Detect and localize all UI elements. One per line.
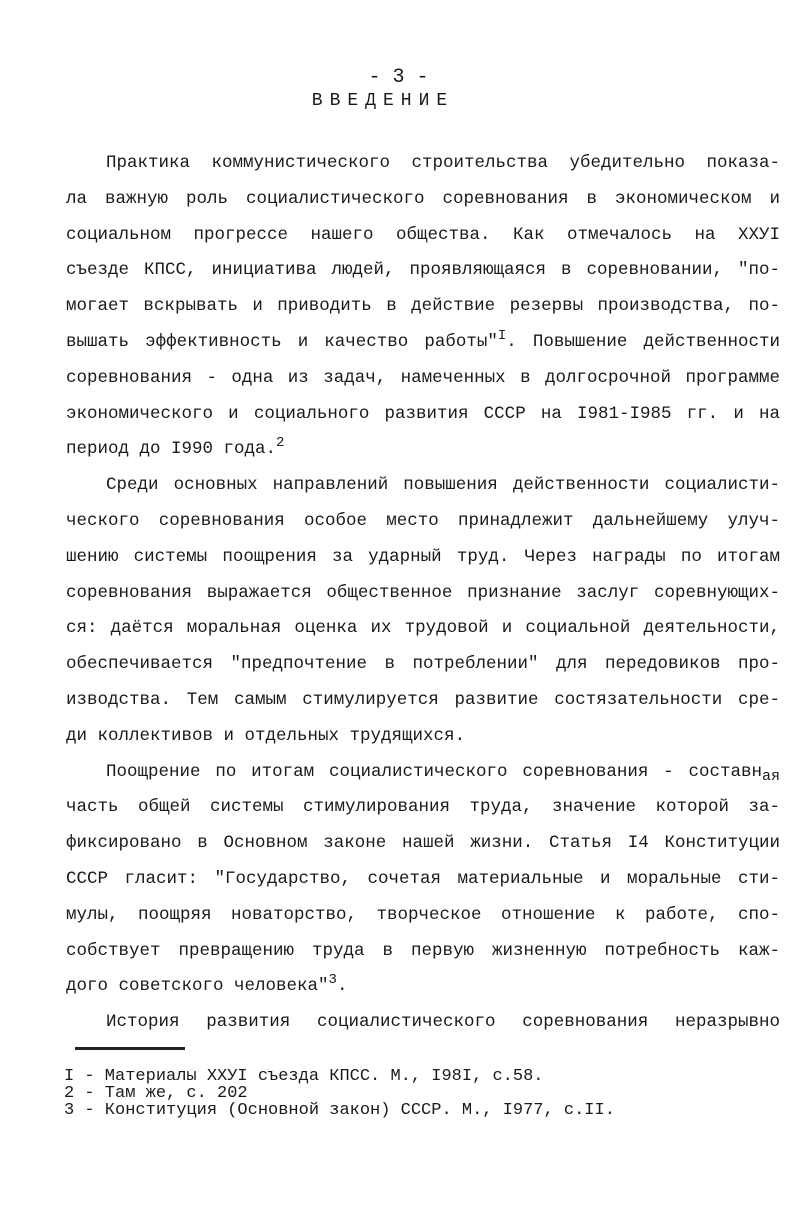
footnote-divider xyxy=(75,1047,185,1050)
page-title: ВВЕДЕНИЕ xyxy=(311,91,455,111)
text-line xyxy=(66,1005,780,1041)
text-line xyxy=(66,397,780,433)
text-line xyxy=(66,755,780,791)
text-line xyxy=(66,432,780,468)
text-line xyxy=(66,325,780,361)
line-text: фиксировано в Основном законе нашей жизни. Статья I4 Конституции xyxy=(66,833,780,854)
footnote-ref: 2 xyxy=(276,435,285,452)
page-number: - 3 - xyxy=(368,66,429,89)
text-line xyxy=(66,468,780,504)
line-text: Поощрение по итогам социалистического соревнования - составн xyxy=(106,761,762,782)
line-text-after: . Повышение действенности xyxy=(506,331,780,352)
line-text: социальном прогрессе нашего общества. Как отмечалось на ХХУI xyxy=(66,224,780,245)
line-text: обеспечивается "предпочтение в потреблении" для передовиков про- xyxy=(66,654,780,675)
text-line xyxy=(66,218,780,254)
text-line xyxy=(66,934,780,970)
line-text: ла важную роль социалистического соревнования в экономическом и xyxy=(66,188,780,209)
text-line xyxy=(66,361,780,397)
text-line xyxy=(66,683,780,719)
text-line xyxy=(66,647,780,683)
line-text-after: . xyxy=(336,976,348,997)
text-line xyxy=(66,719,780,755)
footnote: 2 - Там же, с. 202 xyxy=(64,1084,248,1103)
footnotes xyxy=(64,1068,615,1119)
text-line xyxy=(66,898,780,934)
line-text: мулы, поощряя новаторство, творческое отношение к работе, спо- xyxy=(66,904,780,925)
text-line xyxy=(66,540,780,576)
text-line xyxy=(66,146,780,182)
line-text: Среди основных направлений повышения действенности социалисти- xyxy=(106,475,780,496)
text-line xyxy=(66,504,780,540)
text-line xyxy=(66,862,780,898)
line-text: экономического и социального развития СССР на I981-I985 гг. и на xyxy=(66,403,780,424)
line-text: СССР гласит: "Государство, сочетая материальные и моральные сти- xyxy=(66,868,780,889)
line-text: История развития социалистического соревнования неразрывно xyxy=(106,1012,780,1033)
line-text: соревнования выражается общественное признание заслуг соревнующих- xyxy=(66,582,780,603)
line-text: дого советского человека" xyxy=(66,976,329,997)
line-text: вышать эффективность и качество работы" xyxy=(66,331,498,352)
line-text: могает вскрывать и приводить в действие резервы производства, по- xyxy=(66,296,780,317)
line-text: собствует превращению труда в первую жизненную потребность каж- xyxy=(66,940,780,961)
footnote: I - Материалы ХХУI съезда КПСС. М., I98I, с.58. xyxy=(64,1067,544,1086)
text-line xyxy=(66,790,780,826)
text-line xyxy=(66,182,780,218)
text-line xyxy=(66,969,780,1005)
footnote: 3 - Конституция (Основной закон) СССР. М., I977, с.II. xyxy=(64,1101,615,1120)
line-text: соревнования - одна из задач, намеченных в долгосрочной программе xyxy=(66,367,780,388)
line-text: Практика коммунистического строительства убедительно показа- xyxy=(106,153,780,173)
footnote-ref: 3 xyxy=(328,972,337,989)
line-text: ди коллективов и отдельных трудящихся. xyxy=(66,725,466,746)
line-text: ческого соревнования особое место принадлежит дальнейшему улуч- xyxy=(66,510,780,531)
text-line xyxy=(66,289,780,325)
line-text: ся: даётся моральная оценка их трудовой и социальной деятельности, xyxy=(66,618,780,639)
line-text: изводства. Тем самым стимулируется развитие состязательности сре- xyxy=(66,689,780,710)
footnote-ref: I xyxy=(497,327,507,344)
line-text: съезде КПСС, инициатива людей, проявляющаяся в соревновании, "по- xyxy=(66,260,780,281)
text-line xyxy=(66,576,780,612)
line-text: часть общей системы стимулирования труда, значение которой за- xyxy=(66,797,780,818)
text-line xyxy=(66,611,780,647)
body-text xyxy=(66,146,780,1041)
line-text: шению системы поощрения за ударный труд. Через награды по итогам xyxy=(66,546,780,567)
text-line xyxy=(66,253,780,289)
line-subscript: ая xyxy=(761,767,780,785)
line-text: период до I990 года. xyxy=(66,439,277,460)
text-line xyxy=(66,826,780,862)
